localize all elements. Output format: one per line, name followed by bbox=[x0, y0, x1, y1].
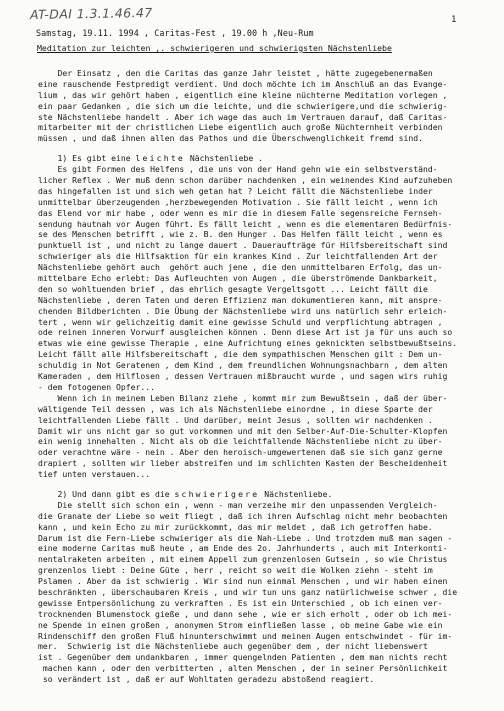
text-line: tief unten verstauen... bbox=[38, 469, 151, 480]
text-line: chenden Bildberichten . Die Übung der Nächstenliebe wird uns natürlich sehr erleich- bbox=[38, 305, 448, 316]
text-line: eine moderne Caritas muß heute , am Ende des 2o. Jahrhunderts , auch mit Interkonti- bbox=[38, 543, 448, 554]
intro-paragraph bbox=[38, 68, 490, 144]
text-line: Es gibt Formen des Helfens , die uns von der Hand gehn wie ein selbstverständ- bbox=[38, 164, 438, 175]
text-line: grenzenlos liebt : Deine Güte , herr , reicht so weit die Wolken ziehn - steht im bbox=[38, 565, 433, 576]
document-title: Meditation zur leichten ,. schwierigeren und schwierigsten Nächstenliebe bbox=[37, 43, 392, 53]
text-line: ode reinen inneren Vorwurf ausgleichen können . Denn diese Art ist ja für uns auch so bbox=[38, 327, 453, 338]
document-header: Samstag, 19.11. 1994 , Caritas-Fest , 19.00 h ,Neu-Rum bbox=[36, 28, 314, 38]
section-2-text bbox=[38, 500, 490, 685]
text-line: etwas wie eine gewisse Therapie , eine Aufrichtung eines geknickten selbstbewußtseins. bbox=[38, 338, 458, 349]
text-line: licher Reflex . Wer muß denn schon darüber nachdenken , ein weinendes Kind aufzuheben bbox=[38, 175, 453, 186]
archive-stamp: AT-DAI 1.3.1.46.47 bbox=[29, 4, 153, 23]
text-line: Pslamen . Aber da ist schwierig . Wir sind nun einmal Menschen , und wir haben einen bbox=[38, 576, 448, 587]
text-line: eine rauschende Festpredigt verdient. Und doch möchte ich im Anschluß an das Evange- bbox=[38, 78, 448, 89]
text-line: ne Spende in einen großen , anonymen Strom einfließen lasse , ob meine Gabe wie ein bbox=[38, 619, 443, 630]
text-line: tert , wenn wir gelichzeitig damit eine gewisse Schuld und verpflichtung abtragen , bbox=[38, 316, 443, 327]
text-line: ste Nächstenliebe handelt . Aber ich wage das auch im Vertrauen darauf, daß Caritas- bbox=[38, 111, 448, 122]
text-line: oder verachtne wäre - nein . Aber den heroisch-umgewertenen daß sie sich ganz gerne bbox=[38, 447, 443, 458]
text-line: müssen , und daß ihnen allen das Pathos und die Überschwenglichkeit fremd sind. bbox=[38, 133, 423, 144]
text-line: - dem fotogenen Opfer... bbox=[38, 381, 155, 392]
text-line: drapiert , sollten wir lieber abstreifen und im schlichten Kasten der Bescheidenheit bbox=[38, 458, 448, 469]
text-line: schwieriger als die Hilfsaktion für ein krankes Kind . Zur leichtfallenden Art der bbox=[38, 251, 438, 262]
text-line: Darum ist die Fern-Liebe schwieriger als die Nah-Liebe . Und trotzdem muß man sagen - bbox=[38, 532, 453, 543]
text-line: Damit wir uns nicht gar so gut vorkommen und mit den Selber-Auf-Die-Schulter-Klopfen bbox=[38, 425, 448, 436]
section-1-heading: 1) Es gibt eine leichte Nächstenliebe . bbox=[57, 153, 263, 164]
text-line: das hingefallen ist und sich weh getan hat ? Leicht fällt die Nächstenliebe inder bbox=[38, 185, 433, 196]
text-line: Der Einsatz , den die Caritas das ganze Jahr leistet , hätte zugegebenermaßen bbox=[38, 68, 433, 78]
text-line: punktuell ist , und nicht zu lange dauert . Daueraufträge für Hilfsbereitschaft sind bbox=[38, 240, 448, 251]
text-line: se des Menschen betrifft , wie z. B. den Hunger . Das Helfen fällt leicht , wenn es bbox=[38, 229, 443, 240]
section-2-heading: 2) Und dann gibt es die schwierigere Nächstenliebe. bbox=[57, 488, 333, 499]
text-line: trocknenden Blumenstock gieße , und dann sehe , wie er sich erholt , oder ob ich mei- bbox=[38, 608, 453, 619]
text-line: Kameraden , dem Hilflosen , dessen Vertrauen mißbraucht wurde , und sagen wirs ruhig bbox=[38, 371, 448, 382]
text-line: machen kann , oder den verbitterten , alten Menschen , der in seiner Persönlichkeit bbox=[38, 663, 448, 674]
page-number: 1 bbox=[451, 15, 457, 25]
text-line: kann , und kein Echo zu mir zurückkommt, das mir meldet , daß ich getroffen habe. bbox=[38, 521, 433, 532]
text-line: beschränkten , überschaubaren Kreis , und wir tun uns ganz natürlichweise schwer , die bbox=[38, 586, 458, 597]
text-line: lium , das wir gehört haben , eigentlich eine kleine nüchterne Meditation vorlegen , bbox=[38, 89, 448, 100]
document-body bbox=[38, 68, 490, 685]
text-line: Wenn ich in meinem Leben Bilanz ziehe , kommt mir zum Bewußtsein , daß der über- bbox=[38, 392, 448, 403]
text-line: mitarbeiter mit der christlichen Liebe eigentlich auch große Nüchternheit verbinden bbox=[38, 122, 443, 133]
text-line: Rindenschiff den großen Fluß hinunterschwimmt und meinen Augen entschwindet - für im- bbox=[38, 630, 453, 641]
text-line: mer. Schwierig ist die Nächstenliebe auch gegenüber dem , der nicht liebenswert bbox=[38, 641, 428, 652]
text-line: Nächstenliebe gehört auch gehört auch jene , die den unmittelbaren Erfolg, das un- bbox=[38, 262, 443, 273]
text-line: schuldig in Not Geratenen , dem Kind , dem freundlichen Wohnungsnachbarn , dem alten bbox=[38, 360, 448, 371]
text-line: die Granate der Liebe so weit fliegt , daß ich ihren Aufschlag nicht mehr beobachten bbox=[38, 510, 448, 521]
text-line: Nächstenliebe , deren Taten und deren Effizienz man dokumentieren kann, mit anspre- bbox=[38, 294, 443, 305]
text-line: gewisse Entpersönlichung zu verkraften . Es ist ein Unterschied , ob ich einen ver- bbox=[38, 597, 443, 608]
text-line: ein paar Gedanken , die sich um die leichte, und die schwierigere,und die schwierig- bbox=[38, 100, 448, 111]
section-1-text bbox=[38, 164, 490, 480]
text-line: das Elend vor mir habe , oder wenn es mir die in diesem Falle segensreiche Fernseh- bbox=[38, 207, 443, 218]
text-line: Leicht fällt alle Hilfsbereitschaft , die dem sympathischen Menschen gilt : Dem un- bbox=[38, 349, 443, 360]
text-line: so verändert ist , daß er auf Wohltaten geradezu abstoßend reagiert. bbox=[38, 674, 375, 685]
text-line: wältigende Teil dessen , was ich als Nächstenliebe einordne , in diese Sparte der bbox=[38, 403, 433, 414]
text-line: unmittelbar überzeugenden ,herzbewegenden Motivation . Sie fällt leicht , wenn ich bbox=[38, 196, 438, 207]
text-line: den so wohltuenden brief , das ehrlich gesagte Vergeltsgott ... Leicht fällt die bbox=[38, 283, 428, 294]
text-line: nentalraketen arbeiten , mit einem Appell zum grenzenlosen Gutsein , so wie Christus bbox=[38, 554, 448, 565]
text-line: leichtfallenden Liebe fällt . Und darüber, meint Jesus , sollten wir nachdenken . bbox=[38, 414, 433, 425]
text-line: ein wenig innehalten . Nicht als ob die leichtfallende Nächstenliebe nicht zu über- bbox=[38, 436, 443, 447]
text-line: sendung hautnah vor Augen führt. Es fällt leicht , wenn es die elementaren Bedürfnis- bbox=[38, 218, 453, 229]
text-line: Die stellt sich schon ein , wenn - man verzeihe mir den unpassenden Vergleich- bbox=[38, 499, 438, 510]
text-line: ist . Gegenüber dem undankbaren , immer quengelnden Patienten , dem man nichts recht bbox=[38, 652, 448, 663]
text-line: mittelbare Echo erlebt: Das Aufleuchten von Augen , die überströmende Dankbarkeit, bbox=[38, 273, 438, 284]
